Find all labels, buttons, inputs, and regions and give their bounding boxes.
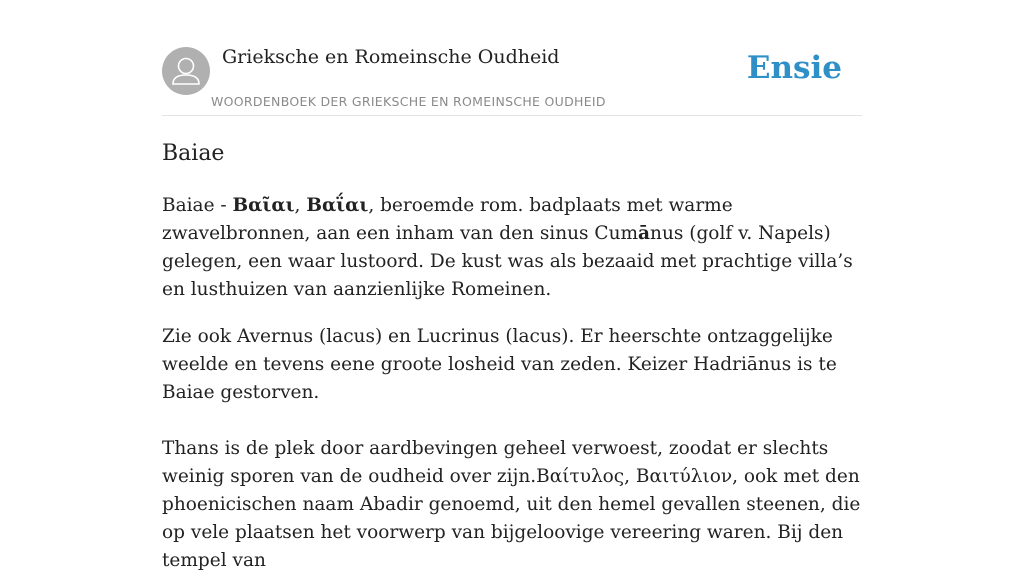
paragraph-1-text-b: nus (golf v. Napels) gelegen, een waar lustoord. De kust was als bezaaid met prachtige villa’s en lusthuizen van aanzienlijke Romeinen. xyxy=(162,223,853,300)
paragraph-1-text-a: , beroemde rom. badplaats met warme zwavelbronnen, aan een inham van den sinus Cum xyxy=(162,195,733,244)
user-avatar-icon[interactable] xyxy=(162,47,210,95)
greek-term-1: Βαῖαι xyxy=(232,195,295,216)
entry-paragraph-1 xyxy=(162,192,862,304)
entry-lead: Baiae - xyxy=(162,195,233,216)
macron-letter: ā xyxy=(638,223,651,244)
entry-paragraph-2: Zie ook Avernus (lacus) en Lucrinus (lacus). Er heerschte ontzaggelijke weelde en tevens eene groote losheid van zeden. Keizer Hadriānus is te Baiae gestorven. xyxy=(162,326,837,403)
entry-title: Baiae xyxy=(162,141,225,166)
term-separator: , xyxy=(294,195,307,216)
site-header xyxy=(162,0,862,116)
brand-logo[interactable]: Ensie xyxy=(746,50,842,86)
site-subtitle: WOORDENBOEK DER GRIEKSCHE EN ROMEINSCHE OUDHEID xyxy=(211,94,606,109)
entry-paragraph-3: Thans is de plek door aardbevingen geheel verwoest, zoodat er slechts weinig sporen van de oudheid over zijn.Βαίτυλος, Βαιτύλιον, ook met den phoenicischen naam Abadir genoemd, uit den hemel gevallen steenen, die op vele plaatsen het voorwerp van bijgeloovige vereering waren. Bij den tempel van xyxy=(162,438,861,571)
entry-body xyxy=(162,192,862,575)
site-title[interactable]: Grieksche en Romeinsche Oudheid xyxy=(222,46,560,68)
greek-term-2: Βαΐαι xyxy=(306,195,369,216)
page xyxy=(162,0,862,571)
